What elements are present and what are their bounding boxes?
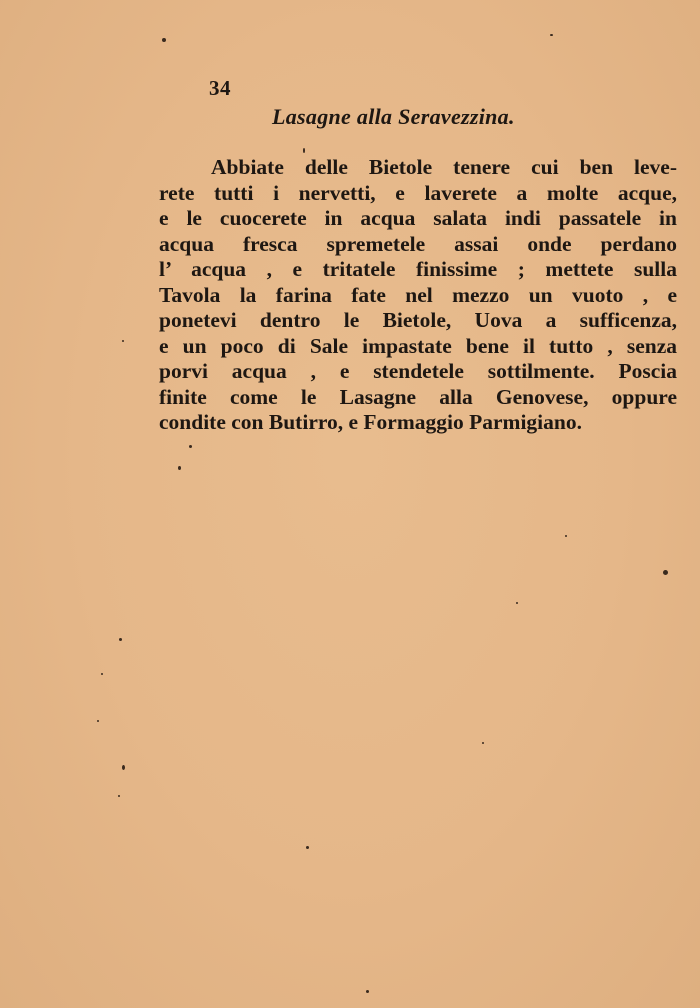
paper-speck: [119, 638, 122, 641]
paper-speck: [516, 602, 518, 604]
text-line: condite con Butirro, e Formaggio Parmigiano.: [159, 410, 582, 434]
recipe-title: Lasagne alla Seravezzina.: [272, 104, 515, 129]
paper-speck: [303, 148, 305, 153]
text-line: finite come le Lasagne alla Genovese, oppure: [159, 384, 677, 409]
text-line: e le cuocerete in acqua salata indi passatele in: [159, 206, 677, 230]
paper-speck: [663, 570, 668, 575]
page-number: 34: [209, 76, 231, 100]
paper-speck: [482, 742, 484, 744]
text-line: Tavola la farina fate nel mezzo un vuoto , e: [159, 282, 677, 307]
text-line: rete tutti i nervetti, e laverete a molte acque,: [159, 180, 677, 205]
text-line: ponetevi dentro le Bietole, Uova a sufficenza,: [159, 308, 677, 332]
paper-speck: [178, 466, 181, 470]
recipe-text: [159, 155, 677, 436]
paper-speck: [122, 765, 125, 770]
paper-speck: [565, 535, 567, 537]
paper-speck: [189, 445, 192, 448]
paper-speck: [550, 34, 553, 36]
text-line: acqua fresca spremetele assai onde perdano: [159, 231, 677, 256]
paper-speck: [101, 673, 103, 675]
paper-speck: [118, 795, 120, 797]
paper-speck: [162, 38, 166, 42]
paper-speck: [366, 990, 369, 993]
text-line: porvi acqua , e stendetele sottilmente. Poscia: [159, 359, 677, 383]
text-line: e un poco di Sale impastate bene il tutto , senza: [159, 333, 677, 358]
text-line: Abbiate delle Bietole tenere cui ben leve-: [211, 155, 677, 179]
paper-speck: [306, 846, 309, 849]
text-line: l’ acqua , e tritatele finissime ; mettete sulla: [159, 257, 677, 281]
paper-speck: [122, 340, 124, 342]
paper-speck: [97, 720, 99, 722]
